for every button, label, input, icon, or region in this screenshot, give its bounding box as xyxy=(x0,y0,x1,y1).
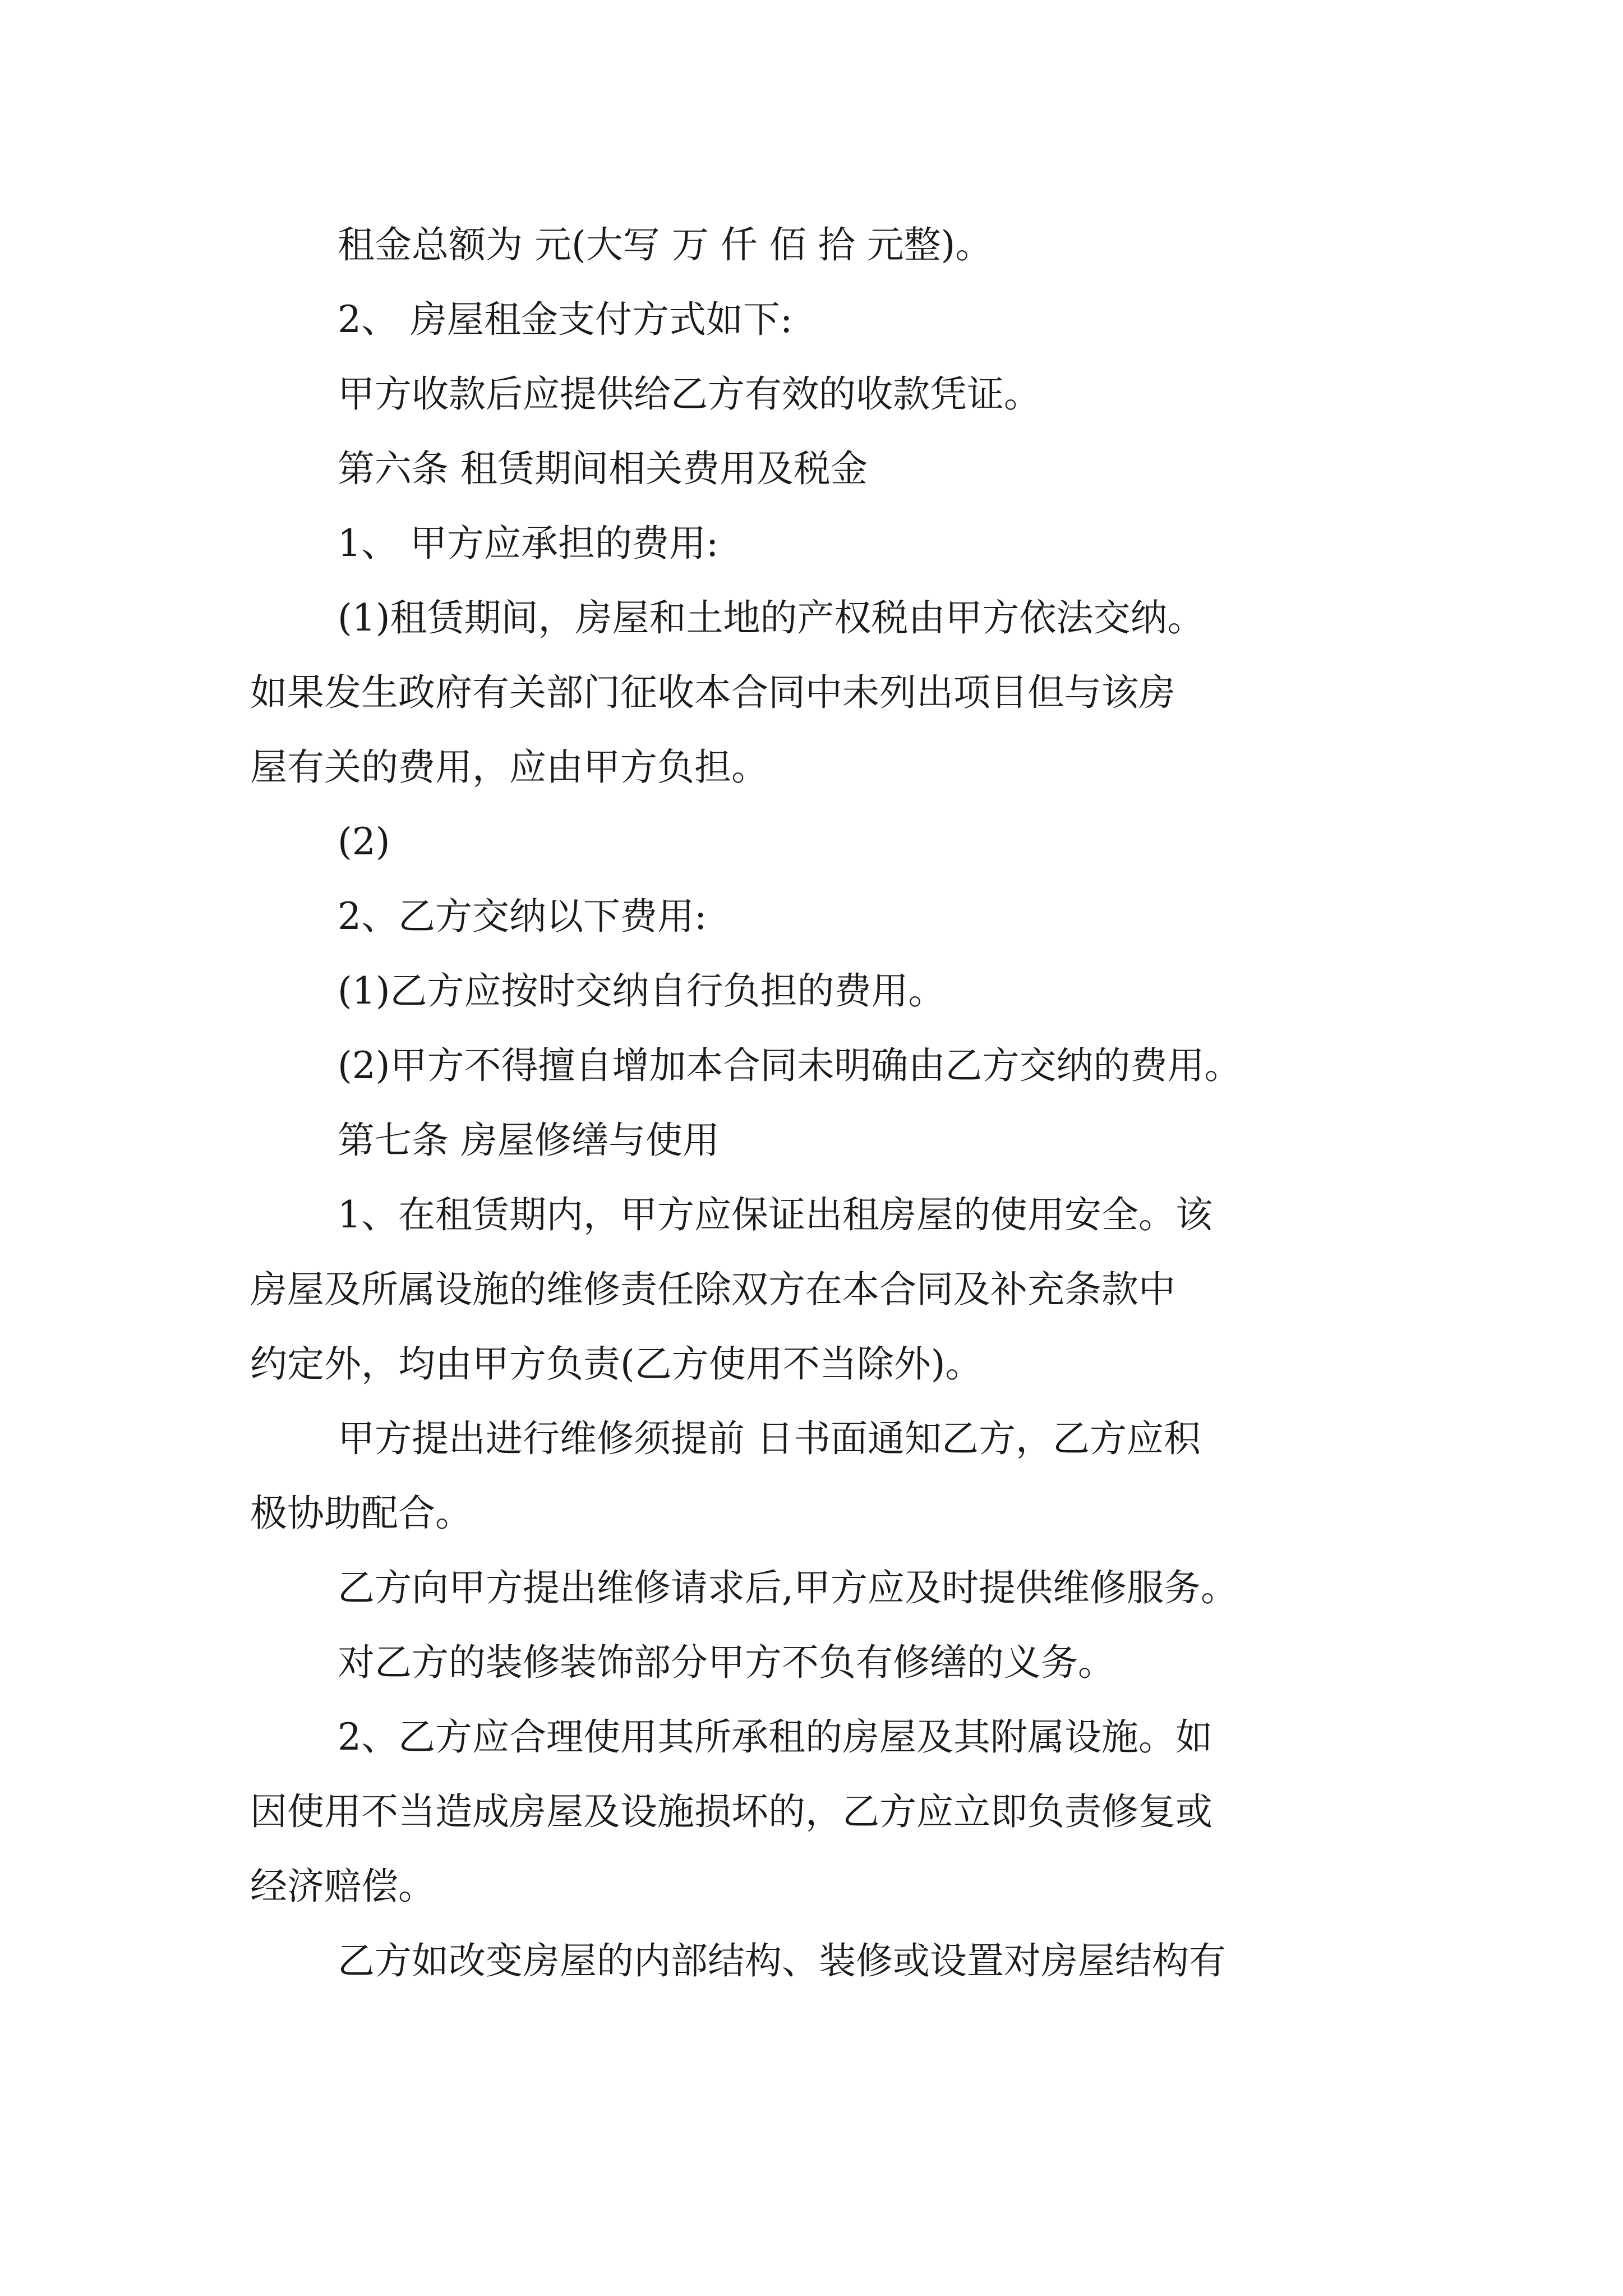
line-cooperate: 极协助配合。 xyxy=(250,1492,472,1535)
line-rental-safety: 1、在租赁期内，甲方应保证出租房屋的使用安全。该 xyxy=(338,1193,1212,1236)
line-compensation: 经济赔偿。 xyxy=(250,1865,435,1908)
heading-article-six: 第六条 租赁期间相关费用及税金 xyxy=(338,447,868,490)
line-payment-method: 2、 房屋租金支付方式如下: xyxy=(338,298,793,341)
line-damage-repair: 因使用不当造成房屋及设施损坏的，乙方应立即负责修复或 xyxy=(250,1790,1212,1833)
line-repair-notice: 甲方提出进行维修须提前 日书面通知乙方，乙方应积 xyxy=(338,1417,1201,1460)
line-total-rent: 租金总额为 元(大写 万 仟 佰 拾 元整)。 xyxy=(338,223,993,266)
line-party-b-fees: 2、乙方交纳以下费用: xyxy=(338,895,707,938)
line-no-extra-fees: (2)甲方不得擅自增加本合同未明确由乙方交纳的费用。 xyxy=(338,1044,1242,1087)
line-receipt: 甲方收款后应提供给乙方有效的收款凭证。 xyxy=(338,372,1041,416)
line-item-2: (2) xyxy=(338,820,390,863)
line-structure-change: 乙方如改变房屋的内部结构、装修或设置对房屋结构有 xyxy=(338,1939,1226,1982)
line-maintenance-duty: 房屋及所属设施的维修责任除双方在本合同及补充条款中 xyxy=(250,1268,1175,1311)
line-government-fees: 如果发生政府有关部门征收本合同中未列出项目但与该房 xyxy=(250,671,1175,714)
heading-article-seven: 第七条 房屋修缮与使用 xyxy=(338,1119,720,1162)
line-party-a-burden: 屋有关的费用，应由甲方负担。 xyxy=(250,746,768,789)
line-reasonable-use: 2、乙方应合理使用其所承租的房屋及其附属设施。如 xyxy=(338,1715,1212,1759)
line-party-a-fees: 1、 甲方应承担的费用: xyxy=(338,522,719,565)
line-property-tax: (1)租赁期间，房屋和土地的产权税由甲方依法交纳。 xyxy=(338,596,1205,639)
line-party-b-self-fees: (1)乙方应按时交纳自行负担的费用。 xyxy=(338,969,946,1013)
line-repair-request: 乙方向甲方提出维修请求后,甲方应及时提供维修服务。 xyxy=(338,1566,1238,1609)
line-decoration-exempt: 对乙方的装修装饰部分甲方不负有修缮的义务。 xyxy=(338,1641,1115,1684)
line-party-a-responsible: 约定外，均由甲方负责(乙方使用不当除外)。 xyxy=(250,1342,983,1386)
